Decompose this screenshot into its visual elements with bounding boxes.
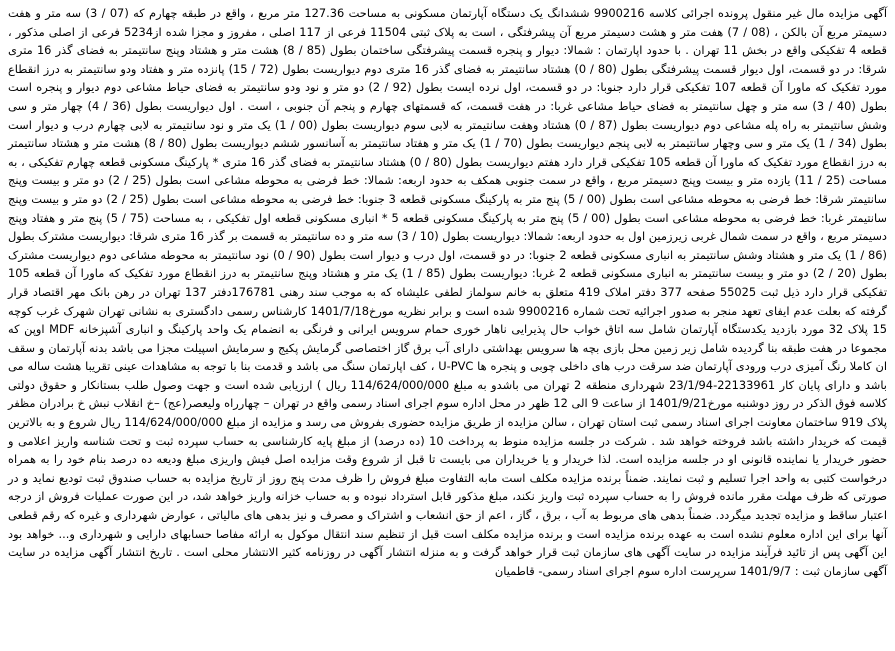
- notice-body-text: آگهی مزایده مال غیر منقول پرونده اجرائی کلاسه 9900216 ششدانگ یک دستگاه آپارتمان مسکونی به مساحت 127.36 متر مربع ، واقع در طبقه چهارم که (07 / 3) سه متر و هفت دسیمتر مربع آن بالکن ، (08 / 7) هفت متر و هشت دسیمتر مربع آن پیشرفتگی ، است به پلاک ثبتی 11504 فرعی از 117 اصلی ، مفروز و مجزا شده از5234 فرعی از اصلی مذکور ، قطعه 4 تفکیکی واقع در بخش 11 تهران . با حدود اپارتمان : شمالا: دیوار و پنجره قسمت پیشرفتگی ساختمان بطول (85 / 8) هشت متر و هشتاد وپنج سانتیمتر به فضای گذر 16 متری شرقا: در دو قسمت، اول دیوار قسمت پیشرفتگی بطول (80 / 0) هشتاد سانتیمتر به فضای گذر 16 متری دوم دیواریست بطول (72 / 15) پانزده متر و هفتاد ودو سانتیمتر به درز انقطاع مورد تفکیک که ماورا آن قطعه 107 تفکیکی قرار دارد جنوبا: در دو قسمت، اول نرده ایست بطول (92 / 2) دو متر و نود ودو سانتیمتر به فضای حیاط مشاعی دوم دیوار و پنجره است بطول (40 / 3) سه متر و چهل سانتیمتر به فضای حیاط مشاعی غربا: در هفت قسمت، که قسمتهای چهارم و پنجم آن جنوبی ، است . اول دیواریست بطول (36 / 4) چهار متر و سی وشش سانتیمتر به راه پله مشاعی دوم دیواریست بطول (87 / 0) هشتاد وهفت سانتیمتر به لابی سوم دیواریست بطول (00 / 1) یک متر و نود سانتیمتر به لابی چهارم درب و دیوار است بطول (34 / 1) یک متر و سی وچهار سانتیمتر به لابی پنجم دیواریست بطول (70 / 1) یک متر و هفتاد سانتیمتر به آسانسور ششم دیواریست بطول (80 / 8) هشت متر و هشتاد سانتیمتر به درز انقطاع مورد تفکیک که ماورا آن قطعه 105 تفکیکی قرار دارد هفتم دیواریست بطول (80 / 0) هشتاد سانتیمتر به فضای گذر 16 متری * پارکینگ مسکونی قطعه چهارم تفکیکی ، به مساحت (25 / 11) یازده متر و بیست وپنج دسیمتر مربع ، واقع در سمت جنوبی همکف به حدود اربعه: شمالا: خط فرضی به محوطه مشاعی است بطول (25 / 2) دو متر و بیست وپنج سانتیمتر شرقا: خط فرضی به محوطه مشاعی است بطول (00 / 5) پنج متر به پارکینگ مسکونی قطعه 3 جنوبا: خط فرضی به محوطه مشاعی است بطول (25 / 2) دو متر و بیست وپنج سانتیمتر غربا: خط فرضی به محوطه مشاعی است بطول (00 / 5) پنج متر به پارکینگ مسکونی قطعه 5 * انباری مسکونی قطعه اول تفکیکی ، به مساحت (75 / 5) پنج متر و هفتاد وپنج دسیمتر مربع ، واقع در سمت شمال غربی زیرزمین اول به حدود اربعه: شمالا: دیواریست بطول (10 / 3) سه متر و ده سانتیمتر به قسمت بر گذر 16 متری شرقا: دیواریست مشترک بطول (86 / 1) یک متر و هشتاد وشش سانتیمتر به انباری مسکونی قطعه 2 جنوبا: در دو قسمت، اول درب و دیوار است بطول (90 / 0) نود سانتیمتر به محوطه مشاعی دوم دیواریست مشترک بطول (20 / 2) دو متر و بیست سانتیمتر به انباری مسکونی قطعه 2 غربا: دیواریست بطول (85 / 1) یک متر و هشتاد وپنج سانتیمتر به درز انقطاع مورد تفکیک که ماورا آن قطعه 105 تفکیکی قرار دارد ذیل ثبت 55025 صفحه 377 دفتر املاک 419 متعلق به خانم سولماز لطفی علیشاه که به موجب سند رهنی 176781دفتر 137 تهران در رهن بانک مهر اقتصاد قرار گرفته که بعلت عدم ایفای تعهد منجر به صدور اجرائیه تحت شماره 9900216 شده است و برابر نظریه مورخ1401/7/18 کارشناس رسمی دادگستری به نشانی تهران شهرک غرب کوچه 15 پلاک 32 مورد بازدید یکدستگاه آپارتمان شامل سه اتاق خواب حال پذیرایی ناهار خوری حمام سرویس ایرانی و فرنگی به انضمام یک واحد پارکینگ و انباری آشپزخانه MDF اوپن که مجموعا در هفت طبقه بنا گردیده شامل زیر زمین محل بازی بچه ها سرویس بهداشتی دارای آب برق گاز اختصاصی گرمایش پکیج و سرمایش اسپیلت مجزا می باشد بدنه آپارتمان و سقف ان کاملا رنگ آمیزی درب ورودی آپارتمان ضد سرقت درب های داخلی چوبی و پنجره ها U-PVC ، کف اپارتمان سنگ می باشد و قدمت بنا با توجه به مشاهدات عینی تقریبا هشت ساله می باشد و دارای پایان کار 22133961-23/1/94 شهرداری منطقه 2 تهران می باشدو به مبلغ 114/624/000/000 ریال ) ارزیابی شده است و جهت وصول طلب بستانکار و حقوق دولتی کلاسه فوق الذکر در روز دوشنبه مورخ1401/9/21 از ساعت 9 الی 12 ظهر در محل اداره سوم اجرای اسناد رسمی واقع در تهران – چهارراه ولیعصر(عج) –خ انقلاب نبش خ برادران مظفر پلاک 919 ساختمان معاونت اجرای اسناد رسمی ثبت استان تهران ، سالن مزایده از طریق مزایده حضوری بفروش می رسد و مزایده از مبلغ 114/624/000/000 ریال شروع و به بالاترین قیمت که خریدار داشته باشد فروخته خواهد شد . شرکت در جلسه مزایده منوط به پرداخت 10 (ده درصد) از مبلغ پایه کارشناسی به حساب سپرده ثبت و تحت شناسه واریز اعلامی و حضور خریدار یا نماینده قانونی او در جلسه مزایده است. لذا خریدار و یا خریداران می بایست تا قبل از شروع وقت مزایده اصل فیش واریزی مبلغ ودیعه ده درصد بنام خود را به همراه درخواست کتبی به واحد اجرا تسلیم و ثبت نمایند. ضمناً برنده مزایده مکلف است مابه التفاوت مبلغ فروش را ظرف مدت پنج روز از تاریخ مزایده به حساب صندوق ثبت تودیع نماید و در صورتی که ظرف مهلت مقرر مانده فروش را به حساب سپرده ثبت واریز نکند، مبلغ مذکور قابل استرداد نبوده و به حساب خزانه واریز خواهد شد، در این صورت عملیات فروش از درجه اعتبار ساقط و مزایده تجدید میگردد. ضمناً بدهی های مربوط به آب ، برق ، گاز ، اعم از حق انشعاب و اشتراک و مصرف و نیز بدهی های مالیاتی ، عوارض شهرداری و غیره که رقم قطعی آنها برای این اداره معلوم نشده است به عهده برنده مزایده است و برنده مزایده مکلف است قبل از تنظیم سند انتقال موکول به ارائه مفاصا حسابهای دارایی و شهرداری و... خواهد بود این آگهی پس از تائید فرآیند مزایده در سایت آگهی های سازمان ثبت قرار خواهد گرفت و به منزله انتشار آگهی در روزنامه کثیر الانتشار محلی است . تاریخ انتشار آگهی مزایده در سایت آگهی سازمان ثبت : 1401/9/7 سرپرست اداره سوم اجرای اسناد رسمی- قاطمیان: [8, 6, 888, 578]
